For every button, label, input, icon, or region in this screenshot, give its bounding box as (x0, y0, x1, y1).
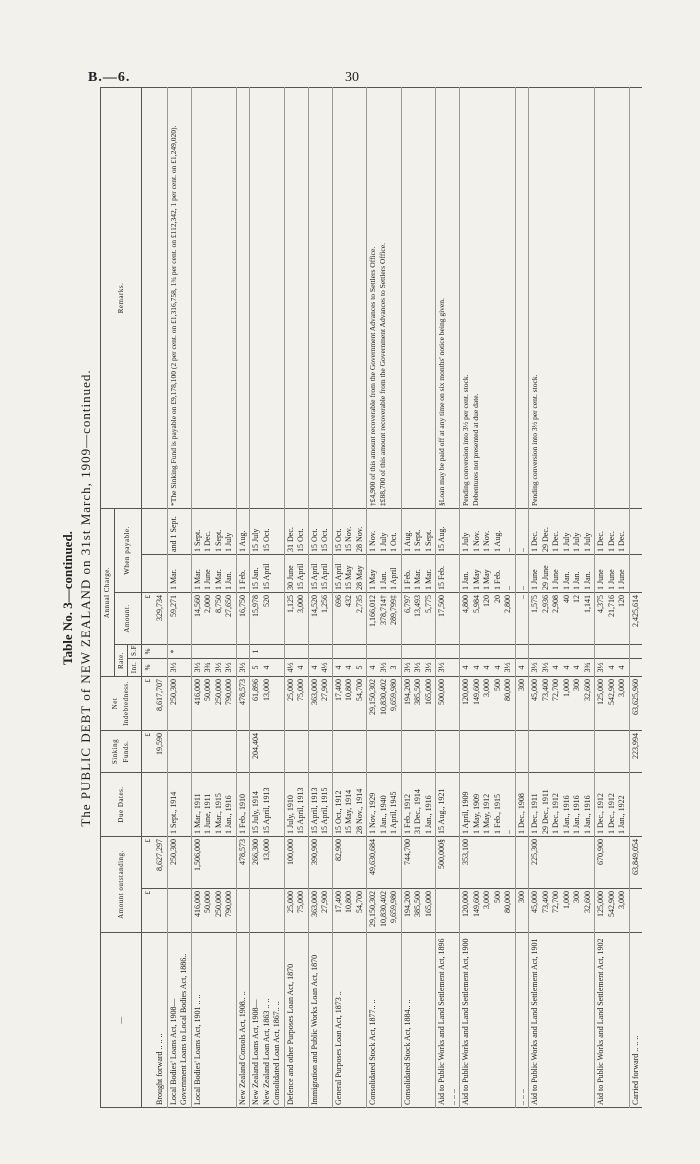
row-annual-charge: 4,375 21,716 120 (595, 593, 630, 645)
row-amounts: 416,000 50,000 250,000 790,000 (191, 889, 236, 933)
table-title: The PUBLIC DEBT of NEW ZEALAND on 31st March, 1909—continued. (78, 369, 93, 827)
row-title: Consolidated Stock Act, 1877.. .. (367, 933, 402, 1108)
row-title: Consolidated Stock Act, 1884.. .. (401, 933, 436, 1108)
row-remarks (154, 87, 167, 508)
row-net-indebtedness: 45,000 73,400 72,700 1,000 300 32,600 (529, 677, 595, 731)
unit-percent: % (141, 659, 154, 677)
row-total-outstanding: 478,573 (236, 837, 250, 889)
row-remarks (250, 87, 285, 508)
rotated-table-region (54, 88, 674, 1108)
row-annual-charge: 329,734 (154, 593, 167, 645)
row-payable-first (154, 555, 167, 593)
row-interest-rate: 3½ 3½ 4 4 4 3¾ (529, 659, 595, 677)
row-total-outstanding: 100,000 (284, 837, 308, 889)
row-due-dates: 1 Mar., 1911 1 June, 1911 1 Mar., 1915 1 Jan., 1916 (191, 773, 236, 837)
row-sinking-fund-rate (436, 645, 460, 659)
row-payable-first: 15 April 15 April (308, 555, 332, 593)
row-net-indebtedness: 17,400 10,800 54,700 (332, 677, 367, 731)
row-payable-first: 1 Feb. 1 Mar. 1 Mar. (401, 555, 436, 593)
row-remarks (401, 87, 436, 508)
row-payable-first: 1 Mar. 1 June 1 Mar. 1 Jan. (191, 555, 236, 593)
row-sinking-fund-rate (308, 645, 332, 659)
row-sinking-fund-rate (515, 645, 529, 659)
table-row (284, 87, 308, 1107)
row-remarks (284, 87, 308, 508)
row-amounts (250, 889, 285, 933)
row-payable-second: 15 July 15 Oct. (250, 508, 285, 554)
row-due-dates: 1 Feb., 1910 (236, 773, 250, 837)
col-when-payable: When payable. (114, 508, 141, 592)
row-due-dates: 1 Dec., 1911 29 Dec., 1911 1 Dec., 1912 1 Jan., 1916 1 Jan., 1916 1 Jan., 1916 (529, 773, 595, 837)
row-amounts: 125,000 542,900 3,000 (595, 889, 630, 933)
row-annual-charge: 1,125 3,000 (284, 593, 308, 645)
row-remarks: *The Sinking Fund is payable on £9,178,100 (2 per cent. on £1,316,758, 1¾ per cent. on £112,342, 1 per cent. on £1,249,020). (167, 87, 191, 508)
unit-pound: £ (141, 731, 154, 773)
row-payable-first: .. (515, 555, 529, 593)
row-remarks (308, 87, 332, 508)
row-annual-charge: 14,520 1,256 (308, 593, 332, 645)
row-total-outstanding: 390,900 (308, 837, 332, 889)
row-due-dates: 15 Aug., 1921 (436, 773, 460, 837)
row-remarks (595, 87, 630, 508)
row-sinking-fund (236, 731, 250, 773)
row-sinking-fund (401, 731, 436, 773)
row-sinking-fund (191, 731, 236, 773)
row-remarks (332, 87, 367, 508)
row-amounts: 29,150,302 10,830,402 9,659,980 (367, 889, 402, 933)
table-row (515, 87, 529, 1107)
row-sinking-fund-rate (191, 645, 236, 659)
row-annual-charge: 696 432 2,735 (332, 593, 367, 645)
row-interest-rate: 3½ 3¾ 3½ 3½ (191, 659, 236, 677)
row-remarks (191, 87, 236, 508)
row-payable-second: 1 Sept. 1 Dec. 1 Sept. 1 July (191, 508, 236, 554)
table-row (595, 87, 630, 1107)
row-payable-second: 1 Nov. 1 July 1 Oct. (367, 508, 402, 554)
row-sinking-fund: 204,404 (250, 731, 285, 773)
row-annual-charge: 14,560 2,000 8,750 27,650 (191, 593, 236, 645)
row-sinking-fund-rate (460, 645, 516, 659)
row-due-dates: 1 Sept., 1914 (167, 773, 191, 837)
row-net-indebtedness: 120,000 149,600 3,000 500 80,000 (460, 677, 516, 731)
carried-forward-net: 63,625,960 (629, 677, 642, 731)
row-interest-rate: 4 4½ (308, 659, 332, 677)
row-sinking-fund-rate (332, 645, 367, 659)
row-total-outstanding: 250,300 (167, 837, 191, 889)
row-due-dates: 15 April, 1913 15 April, 1915 (308, 773, 332, 837)
col-title: — (101, 933, 142, 1108)
row-annual-charge: 1,575 2,936 2,908 40 12 1,141 (529, 593, 595, 645)
row-annual-charge: 1,166,012 378,714† 289,799‡ (367, 593, 402, 645)
row-sinking-fund (529, 731, 595, 773)
row-due-dates: 1 Dec., 1912 1 Dec., 1912 1 Jan., 1922 (595, 773, 630, 837)
col-sf: S.F. (128, 645, 142, 659)
table-row (250, 87, 285, 1107)
row-remarks: Pending conversion into 3½ per cent. stock. Debentures not presented at due date. (460, 87, 516, 508)
row-payable-first: 15 Jan. 15 April (250, 555, 285, 593)
row-payable-second: 31 Dec. 15 Oct. (284, 508, 308, 554)
unit-pound: £ (141, 889, 154, 933)
row-payable-second: 1 July 1 Nov. 1 Nov. 1 Aug. .. (460, 508, 516, 554)
row-net-indebtedness: 29,150,302 10,830,402 9,659,980 (367, 677, 402, 731)
table-row (460, 87, 516, 1107)
row-payable-second (154, 508, 167, 554)
row-amounts (167, 889, 191, 933)
row-sinking-fund (284, 731, 308, 773)
table-body (141, 87, 629, 1107)
row-annual-charge: 16,750 (236, 593, 250, 645)
row-sinking-fund-rate (284, 645, 308, 659)
row-title: Defence and other Purposes Loan Act, 1870 (284, 933, 308, 1108)
row-sinking-fund (332, 731, 367, 773)
table-row (236, 87, 250, 1107)
row-net-indebtedness: 363,000 27,900 (308, 677, 332, 731)
row-interest-rate: 4 4 5 (332, 659, 367, 677)
row-amounts: 120,000 149,600 3,000 500 80,000 (460, 889, 516, 933)
row-total-outstanding: 1,506,000 (191, 837, 236, 889)
row-payable-first: 1 Jan. 1 May 1 May 1 Feb. .. (460, 555, 516, 593)
row-remarks (515, 87, 529, 508)
col-int: Int. (128, 659, 142, 677)
table-row (167, 87, 191, 1107)
row-total-outstanding: 266,300 13,000 (250, 837, 285, 889)
row-interest-rate: 5 4 (250, 659, 285, 677)
row-net-indebtedness: 25,000 75,000 (284, 677, 308, 731)
row-remarks: Pending conversion into 3½ per cent. stock. (529, 87, 595, 508)
row-sinking-fund (167, 731, 191, 773)
row-interest-rate: 4 (515, 659, 529, 677)
row-sinking-fund (595, 731, 630, 773)
row-remarks: †£4,900 of this amount recoverable from the Government Advances to Settlers Office. ‡£88,700 of this amount recoverable from the Government Advances to Settlers Office. (367, 87, 402, 508)
row-interest-rate: 3½ (236, 659, 250, 677)
row-total-outstanding: 225,300 (529, 837, 595, 889)
col-amount: Amount. (114, 593, 141, 645)
row-payable-second: .. (515, 508, 529, 554)
row-payable-first: 1 Mar. (167, 555, 191, 593)
row-total-outstanding (515, 837, 529, 889)
carried-forward-row (629, 87, 642, 1107)
row-net-indebtedness: 300 (515, 677, 529, 731)
row-payable-first: 1 June 1 June 1 June (595, 555, 630, 593)
row-title: .. .. .. (515, 933, 529, 1108)
table-row (191, 87, 236, 1107)
row-remarks (236, 87, 250, 508)
row-due-dates: 1 Nov., 1929 1 Jan., 1940 1 April, 1945 (367, 773, 402, 837)
row-payable-first: 30 June 15 April (284, 555, 308, 593)
public-debt-table (100, 87, 642, 1108)
col-annual-charge: Annual Charge. (101, 508, 115, 676)
row-annual-charge: 4,800 5,984 120 20 2,800 (460, 593, 516, 645)
row-net-indebtedness: 478,573 (236, 677, 250, 731)
row-due-dates: 1 Dec., 1908 (515, 773, 529, 837)
table-row (529, 87, 595, 1107)
row-title: Aid to Public Works and Land Settlement Act, 1902 (595, 933, 630, 1108)
row-payable-second: 1 Aug. 1 Sept. 1 Sept. (401, 508, 436, 554)
row-sinking-fund (460, 731, 516, 773)
row-remarks: §Loan may be paid off at any time on six months' notice being given. (436, 87, 460, 508)
row-total-outstanding: 49,630,684 (367, 837, 402, 889)
row-sinking-fund-rate (401, 645, 436, 659)
row-interest-rate: 3½ (436, 659, 460, 677)
row-amounts: 17,400 10,800 54,700 (332, 889, 367, 933)
table-row (436, 87, 460, 1107)
row-payable-second: 15 Oct. 15 Oct. (308, 508, 332, 554)
table-header (101, 87, 142, 1107)
row-sinking-fund (515, 731, 529, 773)
table-caption: Table No. 3—continued. (60, 531, 75, 665)
table-row (154, 87, 167, 1107)
row-interest-rate: 3½ 3½ 3½ (401, 659, 436, 677)
row-payable-second: and 1 Sept. (167, 508, 191, 554)
row-amounts (436, 889, 460, 933)
row-title: Aid to Public Works and Land Settlement Act, 1896 .. .. .. (436, 933, 460, 1108)
row-sinking-fund-rate (367, 645, 402, 659)
row-due-dates: 15 July, 1914 15 April, 1913 (250, 773, 285, 837)
row-annual-charge: 6,797 13,493 5,775 (401, 593, 436, 645)
row-sinking-fund-rate (154, 645, 167, 659)
unit-pound: £ (141, 593, 154, 645)
unit-pound: £ (141, 837, 154, 889)
row-net-indebtedness: 194,200 385,500 165,000 (401, 677, 436, 731)
row-interest-rate: 4 4 4 4 3½ (460, 659, 516, 677)
col-rate: Rate. (114, 645, 128, 677)
col-due-dates: Due Dates. (101, 773, 142, 837)
row-interest-rate: 4½ 4 (284, 659, 308, 677)
row-sinking-fund (308, 731, 332, 773)
row-net-indebtedness: 61,896 13,000 (250, 677, 285, 731)
row-sinking-fund-rate: 1 (250, 645, 285, 659)
row-net-indebtedness: 250,300 (167, 677, 191, 731)
row-total-outstanding: 82,900 (332, 837, 367, 889)
col-net-indebtedness: Net Indebtedness. (101, 677, 142, 731)
unit-percent: % (141, 645, 154, 659)
row-annual-charge: .. (515, 593, 529, 645)
row-title: General Purposes Loan Act, 1873 .. (332, 933, 367, 1108)
row-net-indebtedness: 416,000 50,000 250,000 790,000 (191, 677, 236, 731)
row-interest-rate: 4 3½ 3 (367, 659, 402, 677)
row-payable-second: 1 Dec. 29 Dec. 1 Dec. 1 July 1 July 1 July (529, 508, 595, 554)
row-payable-second: 15 Oct. 15 Nov. 28 Nov. (332, 508, 367, 554)
row-amounts (154, 889, 167, 933)
row-due-dates: 1 Feb., 1912 31 Dec., 1914 1 Jan., 1916 (401, 773, 436, 837)
row-net-indebtedness: 125,000 542,900 3,000 (595, 677, 630, 731)
row-amounts: 194,200 385,500 165,000 (401, 889, 436, 933)
row-title: Aid to Public Works and Land Settlement Act, 1901 (529, 933, 595, 1108)
col-remarks: Remarks. (101, 87, 142, 508)
carried-forward-label: Carried forward .. .. .. (629, 933, 642, 1108)
row-due-dates: 1 April, 1909 1 May, 1909 1 May, 1912 1 Feb., 1915 .. (460, 773, 516, 837)
row-title: Aid to Public Works and Land Settlement Act, 1900 (460, 933, 516, 1108)
row-total-outstanding: 353,100 (460, 837, 516, 889)
row-payable-first: 1 May 1 Jan. 1 April (367, 555, 402, 593)
row-net-indebtedness: 8,617,707 (154, 677, 167, 731)
row-payable-second: 15 Aug. (436, 508, 460, 554)
carried-forward-total: 63,849,054 (629, 837, 642, 889)
row-sinking-fund-rate (236, 645, 250, 659)
row-payable-first: 1 June 29 June 1 June 1 Jan. 1 Jan. 1 Jan. (529, 555, 595, 593)
row-title: Local Bodies' Loans Act, 1908— Government Loans to Local Bodies Act, 1886.. (167, 933, 191, 1108)
row-annual-charge: 17,500 (436, 593, 460, 645)
row-amounts: 363,000 27,900 (308, 889, 332, 933)
row-total-outstanding: 744,700 (401, 837, 436, 889)
row-sinking-fund-rate (595, 645, 630, 659)
table-row (332, 87, 367, 1107)
row-annual-charge: 59,271 (167, 593, 191, 645)
page-number: 30 (345, 70, 359, 85)
row-sinking-fund-rate (529, 645, 595, 659)
table-row (308, 87, 332, 1107)
row-payable-first: 15 Feb. (436, 555, 460, 593)
row-due-dates: 15 Oct., 1912 15 May, 1914 28 Nov., 1914 (332, 773, 367, 837)
row-title: New Zealand Consols Act, 1908.. .. (236, 933, 250, 1108)
row-due-dates: 1 July, 1910 15 April, 1913 (284, 773, 308, 837)
page-reference: B.—6. (88, 70, 131, 85)
col-sinking-funds: Sinking Funds. (101, 731, 142, 773)
row-total-outstanding: 8,627,297 (154, 837, 167, 889)
row-amounts: 45,000 73,400 72,700 1,000 300 32,600 (529, 889, 595, 933)
row-title: Local Bodies' Loans Act, 1901 .. .. (191, 933, 236, 1108)
carried-forward-sinking: 223,994 (629, 731, 642, 773)
row-total-outstanding: 500,000§ (436, 837, 460, 889)
row-payable-second: 1 Dec. 1 Dec. 1 Dec. (595, 508, 630, 554)
row-title: Brought forward .. .. .. (154, 933, 167, 1108)
row-annual-charge: 15,978 520 (250, 593, 285, 645)
row-payable-second: 1 Aug. (236, 508, 250, 554)
row-amounts: 300 (515, 889, 529, 933)
unit-pound: £ (141, 677, 154, 731)
row-interest-rate: 3½ (167, 659, 191, 677)
row-title: New Zealand Loans Act, 1908— New Zealand Loan Act, 1863 .. .. Consolidated Loan Act, 1867.. .. (250, 933, 285, 1108)
row-payable-first: 15 April 15 May 28 May (332, 555, 367, 593)
row-sinking-fund (367, 731, 402, 773)
row-title: Immigration and Public Works Loan Act, 1870 (308, 933, 332, 1108)
table-row (401, 87, 436, 1107)
row-sinking-fund (436, 731, 460, 773)
col-amount-outstanding: Amount outstanding. (101, 837, 142, 933)
row-sinking-fund-rate: * (167, 645, 191, 659)
row-sinking-fund: 19,590 (154, 731, 167, 773)
row-interest-rate: 3½ 4 4 (595, 659, 630, 677)
row-payable-first: 1 Feb. (236, 555, 250, 593)
row-amounts (236, 889, 250, 933)
row-amounts: 25,000 75,000 (284, 889, 308, 933)
carried-forward-charge: 2,425,614 (629, 593, 642, 645)
table-row (367, 87, 402, 1107)
row-interest-rate (154, 659, 167, 677)
row-total-outstanding: 670,900 (595, 837, 630, 889)
row-due-dates (154, 773, 167, 837)
row-net-indebtedness: 500,000 (436, 677, 460, 731)
